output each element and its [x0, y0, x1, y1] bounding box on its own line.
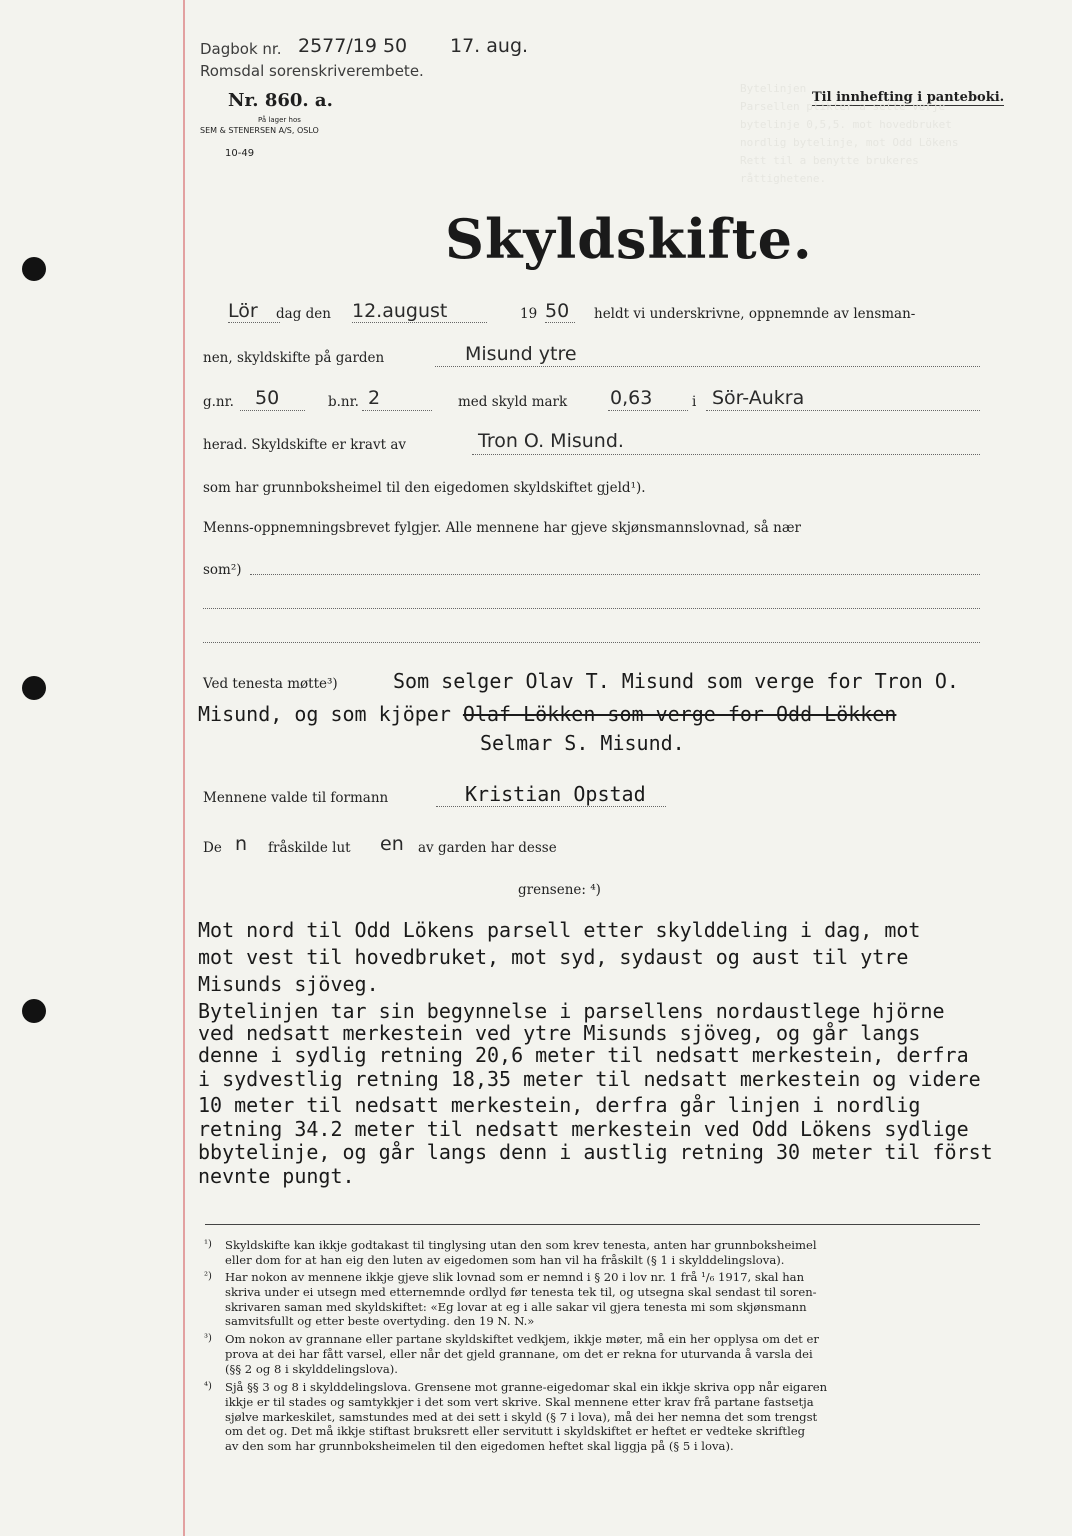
date-value: 12.august [352, 300, 448, 322]
bnr-value: 2 [368, 387, 381, 409]
field-line [203, 608, 980, 609]
footnote-mark: ²) [204, 1271, 212, 1282]
publisher-note: På lager hos [258, 116, 301, 124]
field-line [472, 454, 980, 455]
grunnbok-text: som har grunnboksheimel til den eigedomen skyldskiftet gjeld¹). [203, 480, 646, 496]
footnote-line: eller dom for at han eig den luten av eigedomen som han vil ha fråskilt (§ 1 i skylddelingslova). [225, 1252, 785, 1267]
de-value: n [235, 833, 248, 855]
footnote-3 [204, 1332, 980, 1376]
year-prefix: 19 [520, 306, 538, 322]
punch-hole [22, 676, 46, 700]
field-line [352, 322, 487, 323]
boundary-line: retning 34.2 meter til nedsatt merkestein ved Odd Lökens sydlige [198, 1117, 969, 1141]
footnote-line: prova at dei har fått varsel, eller når det gjeld grannane, om det er rekna for uturvanda å varsla dei [225, 1346, 813, 1361]
form-edition: 10-49 [225, 148, 255, 159]
footnote-line: Skyldskifte kan ikkje godtakast til tinglysing utan den som krev tenesta, anten har grunnboksheimel [225, 1238, 817, 1252]
form-number: Nr. 860. a. [228, 90, 333, 111]
field-line [228, 322, 280, 323]
herad-i-label: i [692, 394, 697, 410]
boundary-line: Misunds sjöveg. [198, 972, 379, 996]
footnote-rule [205, 1224, 980, 1225]
margin-line [183, 0, 185, 1536]
footnote-line: samvitsfullt og etter beste overtyding. den 19 N. N.» [225, 1314, 535, 1329]
field-line [250, 574, 980, 575]
lut-value: en [380, 833, 404, 855]
footnote-2 [204, 1270, 980, 1329]
boundary-line: denne i sydlig retning 20,6 meter til nedsatt merkestein, derfra [198, 1043, 969, 1067]
office-stamp: Romsdal sorenskriverembete. [200, 62, 424, 80]
footnote-line: ikkje er til stades og samtykkjer i det som vert skrive. Skal mennene etter krav frå partane fastsetja [225, 1394, 814, 1409]
fraskilde-label: fråskilde lut [268, 840, 351, 856]
tenesta-line-3: Selmar S. Misund. [480, 731, 685, 755]
footnote-line: av den som har grunnboksheimelen til den eigedomen heftet skal liggja på (§ 5 i lova). [225, 1439, 734, 1454]
footnote-line: Sjå §§ 3 og 8 i skylddelingslova. Grensene mot granne-eigedomar skal ein ikkje skriva opp når eigaren [225, 1380, 828, 1394]
field-line [706, 410, 980, 411]
footnote-line: Om nokon av grannane eller partane skyldskiftet vedkjem, ikkje møter, må ein her opplysa om det er [225, 1332, 819, 1346]
de-label: De [203, 840, 222, 856]
tenesta-buyer-label: Misund, og som kjöper [198, 702, 451, 726]
punch-hole [22, 999, 46, 1023]
footnote-mark: ³) [204, 1333, 212, 1344]
boundary-line: Bytelinjen tar sin begynnelse i parsellens nordaustlege hjörne [198, 999, 945, 1023]
dagbok-date: 17. aug. [450, 35, 529, 57]
field-line [545, 322, 575, 323]
field-line [203, 642, 980, 643]
field-line [608, 410, 688, 411]
tenesta-line-1: Som selger Olav T. Misund som verge for Tron O. [393, 669, 959, 693]
footnote-line: Har nokon av mennene ikkje gjeve slik lovnad som er nemnd i § 20 i lov nr. 1 frå ¹/₆ 1917, skal han [225, 1270, 805, 1284]
year-value: 50 [545, 300, 570, 322]
day-value: Lör [228, 300, 258, 322]
kravt-label: herad. Skyldskifte er kravt av [203, 437, 406, 453]
farm-label: nen, skyldskifte på garden [203, 350, 385, 366]
field-line [436, 806, 666, 807]
publisher-name: SEM & STENERSEN A/S, OSLO [200, 126, 319, 135]
farm-value: Misund ytre [465, 343, 577, 365]
footnote-line: om det og. Det må ikkje stiftast bruksrett eller servitutt i skyldskiftet er heftet er vedteke skriftleg [225, 1424, 806, 1439]
boundary-line: mot vest til hovedbruket, mot syd, sydaust og aust til ytre [198, 945, 909, 969]
lensman-text: heldt vi underskrivne, oppnemnde av lensman- [594, 306, 916, 322]
boundary-line: Mot nord til Odd Lökens parsell etter skylddeling i dag, mot [198, 918, 921, 942]
formann-value: Kristian Opstad [465, 782, 646, 806]
som-label: som²) [203, 562, 242, 578]
garden-text: av garden har desse [418, 840, 557, 856]
dagbok-number: 2577/19 50 [298, 35, 408, 57]
field-line [240, 410, 305, 411]
footnote-line: skriva under ei utsegn med etternemnde ordlyd før tenesta tek til, og utsegna skal sendast til soren- [225, 1284, 817, 1299]
kravt-value: Tron O. Misund. [478, 430, 624, 452]
dagbok-label: Dagbok nr. [200, 40, 282, 58]
tenesta-label: Ved tenesta møtte³) [203, 676, 338, 692]
footnote-line: skrivaren saman med skyldskiftet: «Eg lovar at eg i alle sakar vil gjera tenesta mi som skjønsmann [225, 1299, 807, 1314]
herad-value: Sör-Aukra [712, 387, 805, 409]
boundary-line: nevnte pungt. [198, 1164, 355, 1188]
field-line [435, 366, 980, 367]
tenesta-line-2 [198, 702, 896, 726]
gnr-label: g.nr. [203, 394, 234, 410]
menns-text: Menns-oppnemningsbrevet fylgjer. Alle mennene har gjeve skjønsmannslovnad, så nær [203, 520, 801, 536]
boundary-line: i sydvestlig retning 18,35 meter til nedsatt merkestein og videre [198, 1067, 981, 1091]
bleed-through-text: Bytelinjen Parsellen plikter a sette verje bytelinje 0,5,5. mot hovedbruket nordlig bytelinje, mot Odd Lökens Rett til a benytte brukeres råttighetene. [740, 82, 959, 185]
bnr-label: b.nr. [328, 394, 359, 410]
footnote-mark: ¹) [204, 1239, 212, 1250]
binding-note: Til innhefting i panteboki. [812, 90, 1005, 105]
field-line [362, 410, 432, 411]
gnr-value: 50 [255, 387, 280, 409]
boundary-line: 10 meter til nedsatt merkestein, derfra går linjen i nordlig [198, 1093, 921, 1117]
document-title: Skyldskifte. [445, 207, 813, 271]
boundary-line: bbytelinje, og går langs denn i austlig retning 30 meter til först [198, 1140, 993, 1164]
skyld-label: med skyld mark [458, 394, 568, 410]
footnote-1 [204, 1238, 980, 1268]
day-label: dag den [276, 306, 331, 322]
footnote-mark: ⁴) [204, 1381, 212, 1392]
boundary-line: ved nedsatt merkestein ved ytre Misunds sjöveg, og går langs [198, 1021, 921, 1045]
footnote-4 [204, 1380, 980, 1454]
formann-label: Mennene valde til formann [203, 790, 389, 806]
grensene-label: grensene: ⁴) [518, 882, 601, 898]
skyld-value: 0,63 [610, 387, 653, 409]
footnote-line: sjølve markeskilet, samstundes med at dei sett i skyld (§ 7 i lova), må dei her nemna det som trengst [225, 1409, 818, 1424]
struck-text: Olaf Lökken som verge for Odd Lökken [462, 702, 897, 726]
punch-hole [22, 257, 46, 281]
footnote-line: (§§ 2 og 8 i skylddelingslova). [225, 1361, 398, 1376]
